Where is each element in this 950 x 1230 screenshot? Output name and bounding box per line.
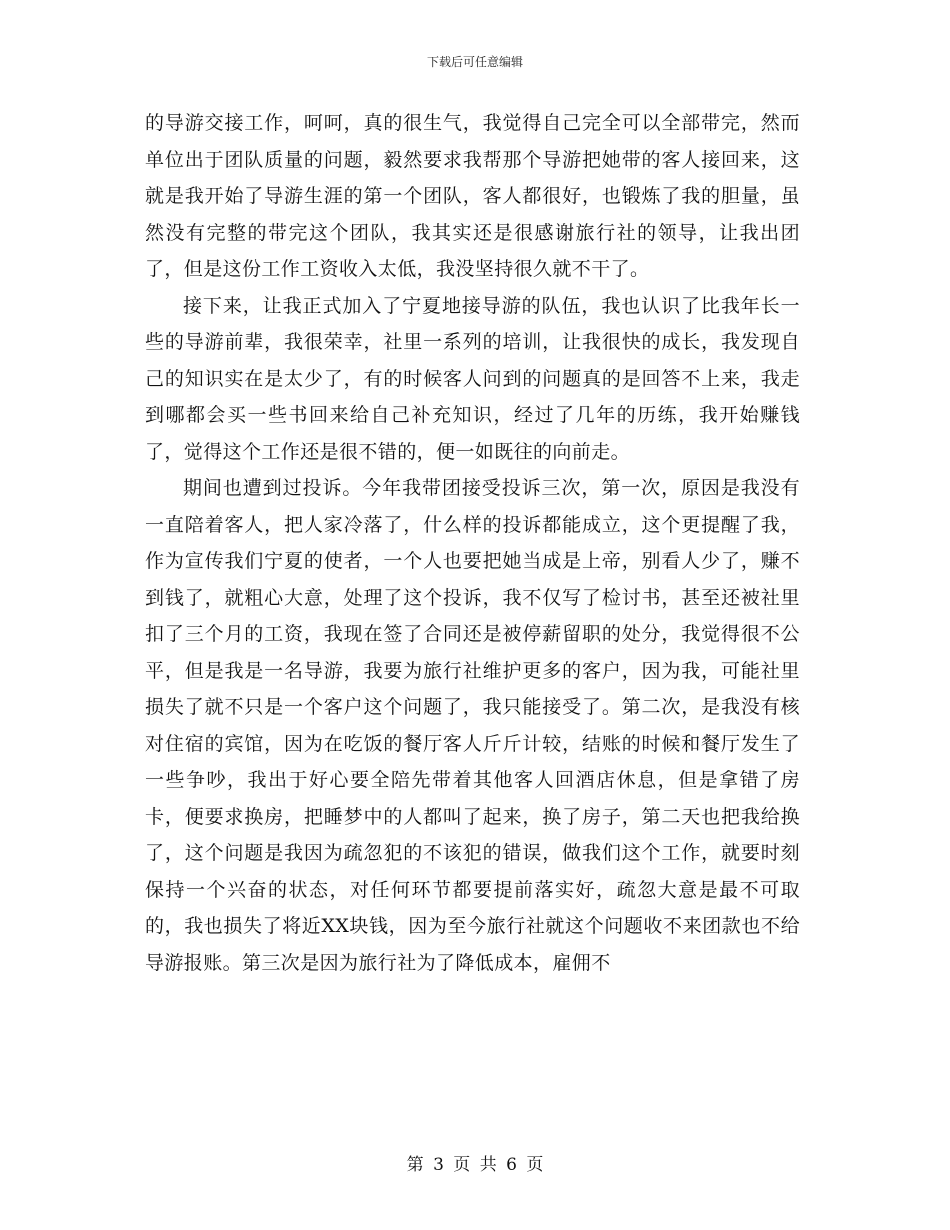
page-number-footer: 第 3 页 共 6 页 xyxy=(406,1155,544,1175)
paragraph: 接下来，让我正式加入了宁夏地接导游的队伍，我也认识了比我年长一些的导游前辈，我很荣幸，社里一系列的培训，让我很快的成长，我发现自己的知识实在是太少了，有的时候客人问到的问题真的是回答不上来，我走到哪都会买一些书回来给自己补充知识，经过了几年的历练，我开始赚钱了，觉得这个工作还是很不错的，便一如既往的向前走。 xyxy=(145,294,800,463)
paragraph-continuation: 的导游交接工作，呵呵，真的很生气，我觉得自己完全可以全部带完，然而单位出于团队质量的问题，毅然要求我帮那个导游把她带的客人接回来，这就是我开始了导游生涯的第一个团队，客人都很好，也锻炼了我的胆量，虽然没有完整的带完这个团队，我其实还是很感谢旅行社的领导，让我出团了，但是这份工作工资收入太低，我没坚持很久就不干了。 xyxy=(145,112,800,280)
page-header: 下载后可任意编辑 xyxy=(426,55,523,69)
paragraph: 期间也遭到过投诉。今年我带团接受投诉三次，第一次，原因是我没有一直陪着客人，把人家冷落了，什么样的投诉都能成立，这个更提醒了我，作为宣传我们宁夏的使者，一个人也要把她当成是上帝，别看人少了，赚不到钱了，就粗心大意，处理了这个投诉，我不仅写了检讨书，甚至还被社里扣了三个月的工资，我现在签了合同还是被停薪留职的处分，我觉得很不公平，但是我是一名导游，我要为旅行社维护更多的客户，因为我，可能社里损失了就不只是一个客户这个问题了，我只能接受了。第二次，是我没有核对住宿的宾馆，因为在吃饭的餐厅客人斤斤计较，结账的时候和餐厅发生了一些争吵，我出于好心要全陪先带着其他客人回酒店休息，但是拿错了房卡，便要求换房，把睡梦中的人都叫了起来，换了房子，第二天也把我给换了，这个问题是我因为疏忽犯的不该犯的错误，做我们这个工作，就要时刻保持一个兴奋的状态，对任何环节都要提前落实好，疏忽大意是最不可取的，我也损失了将近XX块钱，因为至今旅行社就这个问题收不来团款也不给导游报账。第三次是因为旅行社为了降低成本，雇佣不 xyxy=(145,477,800,974)
document-body xyxy=(145,105,800,981)
